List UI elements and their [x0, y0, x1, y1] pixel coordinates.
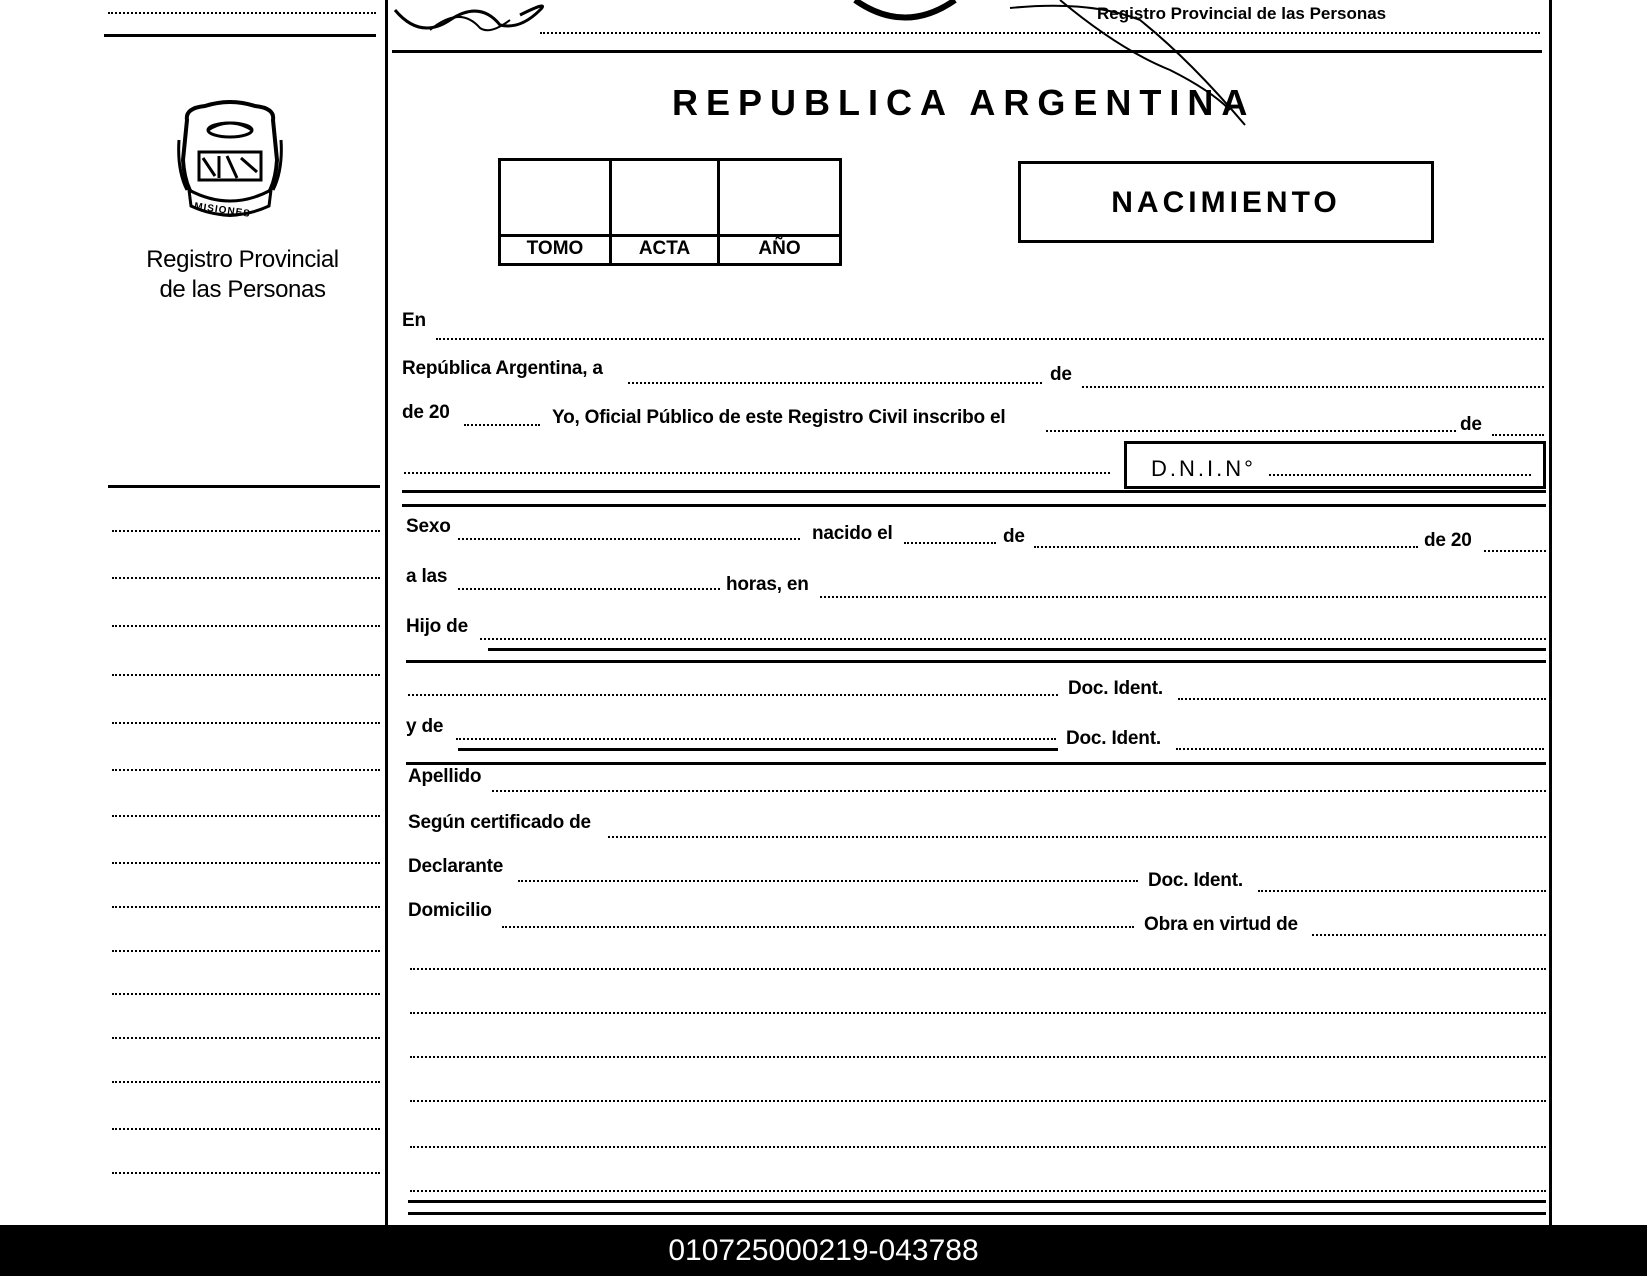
- label-de-2: de: [1460, 414, 1482, 435]
- field-observaciones[interactable]: [410, 1100, 1546, 1102]
- field-segun[interactable]: [608, 836, 1546, 838]
- field-observaciones[interactable]: [410, 968, 1546, 970]
- section-rule-2: [402, 504, 1546, 507]
- field-inscribe-cont[interactable]: [404, 472, 1110, 474]
- label-a-las: a las: [406, 566, 448, 587]
- field-declarante-doc[interactable]: [1258, 890, 1546, 892]
- tomo-label: TOMO: [526, 238, 584, 259]
- page-title: REPUBLICA ARGENTINA: [672, 82, 1256, 123]
- sidebar-dotline: [112, 674, 380, 676]
- label-doc-ident: Doc. Ident.: [1068, 678, 1163, 699]
- label-apellido: Apellido: [408, 766, 482, 787]
- registry-stamp-text: Registro Provincial de las Personas: [1097, 4, 1387, 23]
- label-en: En: [402, 310, 426, 331]
- sidebar-dotline: [112, 862, 380, 864]
- sidebar-org-line2: de las Personas: [159, 276, 326, 303]
- label-nacido: nacido el: [812, 523, 893, 544]
- field-domicilio[interactable]: [502, 926, 1134, 928]
- field-year[interactable]: [464, 424, 540, 426]
- sidebar-dotline: [112, 906, 380, 908]
- field-observaciones[interactable]: [410, 1190, 1546, 1192]
- label-declarante: Declarante: [408, 856, 504, 877]
- sidebar-dotline: [112, 1172, 380, 1174]
- field-inscribe[interactable]: [1046, 430, 1456, 432]
- rule-hijo-2: [406, 660, 1546, 663]
- dni-label: D.N.I.N°: [1151, 456, 1256, 481]
- label-de20-2: de 20: [1424, 530, 1472, 551]
- field-month[interactable]: [1082, 386, 1544, 388]
- field-nacido-dia[interactable]: [904, 542, 996, 544]
- field-inscribe-de[interactable]: [1492, 434, 1544, 436]
- label-segun: Según certificado de: [408, 812, 591, 833]
- field-en[interactable]: [436, 338, 1544, 340]
- signature-scribble: [390, 0, 570, 40]
- field-dni[interactable]: [1269, 474, 1531, 476]
- ano-label: AÑO: [758, 238, 801, 259]
- label-hijo-de: Hijo de: [406, 616, 468, 637]
- acta-label: ACTA: [638, 238, 691, 259]
- dni-box: [1124, 441, 1546, 489]
- sidebar-dotline: [112, 769, 380, 771]
- label-doc-ident-3: Doc. Ident.: [1148, 870, 1243, 891]
- seal-text: MISIONES: [193, 201, 252, 220]
- bottom-rule-2: [408, 1212, 1546, 1215]
- sidebar-dotline: [112, 722, 380, 724]
- field-madre-doc[interactable]: [1176, 748, 1544, 750]
- record-number-box: [498, 158, 842, 266]
- top-left-dotline: [108, 12, 376, 14]
- label-de: de: [1050, 364, 1072, 385]
- sidebar-dotline: [112, 1081, 380, 1083]
- barcode-number: 010725000219-043788: [668, 1234, 979, 1267]
- left-frame-line: [385, 0, 388, 1225]
- rule-madre: [458, 748, 1058, 751]
- field-nacido-ano[interactable]: [1484, 550, 1546, 552]
- field-observaciones[interactable]: [410, 1012, 1546, 1014]
- sidebar-dotline: [112, 815, 380, 817]
- label-de-3: de: [1003, 526, 1025, 547]
- rule-madre-2: [406, 762, 1546, 765]
- field-lugar[interactable]: [820, 596, 1546, 598]
- top-left-rule: [104, 34, 376, 37]
- sidebar-dotline: [112, 950, 380, 952]
- field-observaciones[interactable]: [410, 1146, 1546, 1148]
- label-sexo: Sexo: [406, 516, 451, 537]
- field-padre-doc[interactable]: [1178, 698, 1546, 700]
- barcode-footer: [0, 1225, 1647, 1276]
- sidebar-dotline: [112, 577, 380, 579]
- field-sexo[interactable]: [458, 538, 800, 540]
- record-type-label: NACIMIENTO: [1111, 186, 1341, 219]
- label-horas-en: horas, en: [726, 574, 809, 595]
- label-republica: República Argentina, a: [402, 358, 603, 379]
- bottom-rule: [408, 1200, 1546, 1203]
- right-frame-line: [1549, 0, 1552, 1225]
- label-de20: de 20: [402, 402, 450, 423]
- field-apellido[interactable]: [492, 790, 1546, 792]
- field-padre[interactable]: [408, 694, 1058, 696]
- field-day[interactable]: [628, 382, 1042, 384]
- field-obra[interactable]: [1312, 934, 1546, 936]
- rule-hijo: [488, 648, 1546, 651]
- sidebar-dotline: [112, 993, 380, 995]
- sidebar-rule: [108, 485, 380, 488]
- section-rule: [402, 490, 1546, 493]
- label-doc-ident-2: Doc. Ident.: [1066, 728, 1161, 749]
- field-nacido-mes[interactable]: [1034, 546, 1418, 548]
- sidebar-dotline: [112, 1037, 380, 1039]
- record-type-box: [1018, 161, 1434, 243]
- field-declarante[interactable]: [518, 880, 1138, 882]
- field-hora[interactable]: [458, 588, 720, 590]
- label-yo-oficial: Yo, Oficial Público de este Registro Civil inscribo el: [552, 407, 1006, 428]
- label-obra: Obra en virtud de: [1144, 914, 1298, 935]
- label-y-de: y de: [406, 716, 444, 737]
- stamp-fragment-icon: [850, 0, 960, 22]
- sidebar-org-line1: Registro Provincial: [146, 246, 339, 273]
- sidebar-dotline: [112, 1128, 380, 1130]
- label-domicilio: Domicilio: [408, 900, 492, 921]
- field-hijo-de[interactable]: [480, 638, 1546, 640]
- sidebar-dotline: [112, 625, 380, 627]
- field-madre[interactable]: [456, 738, 1056, 740]
- top-main-rule: [392, 50, 1542, 53]
- sidebar-dotline: [112, 530, 380, 532]
- field-observaciones[interactable]: [410, 1056, 1546, 1058]
